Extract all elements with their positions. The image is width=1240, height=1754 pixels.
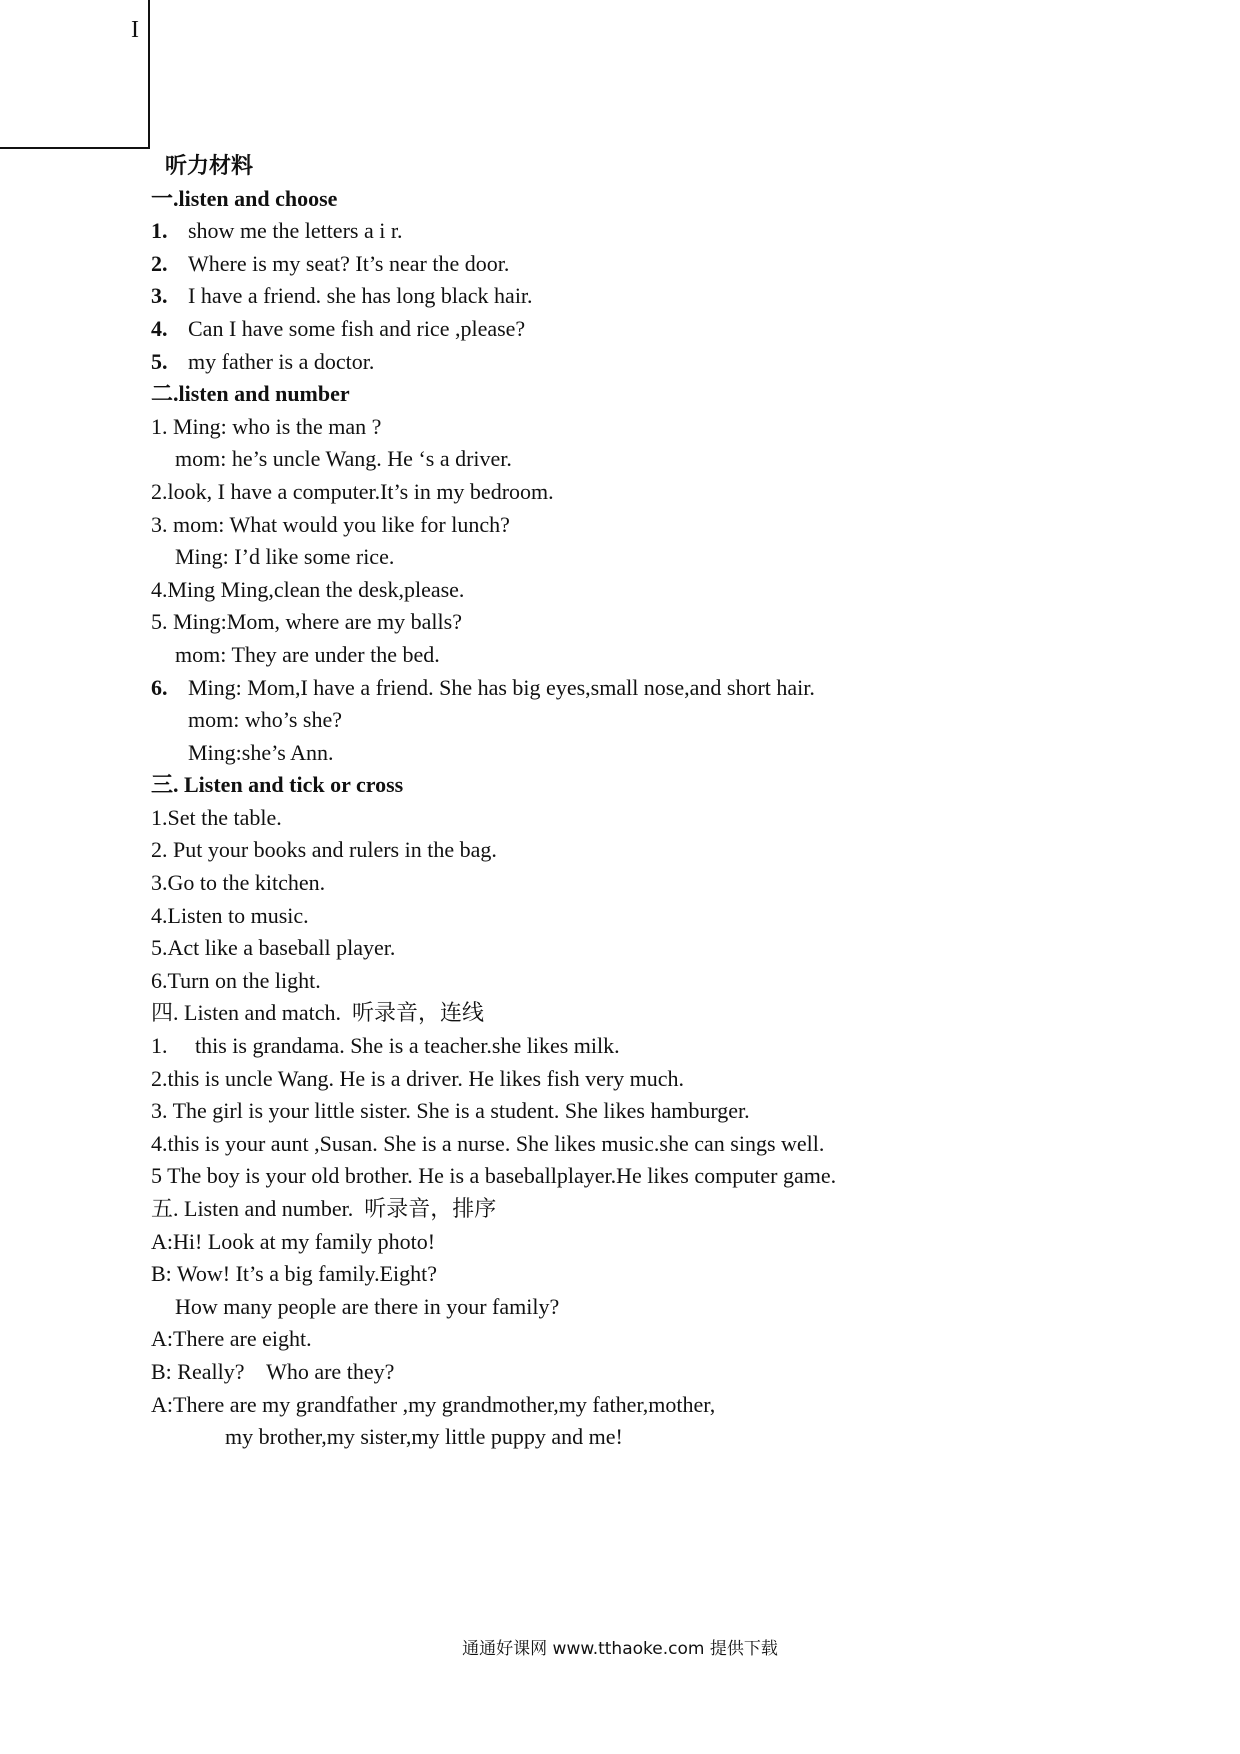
item-number: 4.: [151, 315, 168, 341]
list-item: [151, 346, 1151, 379]
dialogue-line: my brother,my sister,my little puppy and me!: [225, 1424, 623, 1450]
item-number: 3.: [151, 283, 168, 309]
item-number: 5.: [151, 348, 168, 374]
section-heading: 三. Listen and tick or cross: [151, 772, 404, 798]
section-heading: 四. Listen and match. 听录音，连线: [151, 1000, 485, 1026]
section-heading: 二.listen and number: [151, 381, 350, 407]
list-item: 5. Ming:Mom, where are my balls?: [151, 609, 462, 635]
list-item: 4.Listen to music.: [151, 902, 309, 928]
item-number: 2.: [151, 250, 168, 276]
item-text: my father is a doctor.: [188, 348, 375, 374]
corner-box: [0, 0, 150, 149]
section-heading: 一.listen and choose: [151, 185, 338, 211]
list-item: 4.this is your aunt ,Susan. She is a nurse. She likes music.she can sings well.: [151, 1130, 825, 1156]
item-text: I have a friend. she has long black hair.: [188, 283, 533, 309]
list-item: 2.look, I have a computer.It’s in my bedroom.: [151, 478, 554, 504]
list-item: [151, 248, 1151, 281]
item-text: Ming: Mom,I have a friend. She has big eyes,small nose,and short hair.: [188, 674, 815, 700]
list-item: 1.Set the table.: [151, 804, 282, 830]
list-item: [151, 313, 1151, 346]
list-item: 3. The girl is your little sister. She is a student. She likes hamburger.: [151, 1098, 750, 1124]
list-item: [151, 280, 1151, 313]
corner-mark: I: [131, 17, 139, 43]
dialogue-line: How many people are there in your family?: [175, 1293, 560, 1319]
list-item: mom: They are under the bed.: [175, 641, 440, 667]
dialogue-line: A:There are my grandfather ,my grandmother,my father,mother,: [151, 1391, 716, 1417]
list-item: 3.Go to the kitchen.: [151, 870, 326, 896]
dialogue-line: B: Wow! It’s a big family.Eight?: [151, 1261, 438, 1287]
list-item: mom: he’s uncle Wang. He ‘s a driver.: [175, 446, 512, 472]
item-text: Where is my seat? It’s near the door.: [188, 250, 510, 276]
dialogue-line: B: Really? Who are they?: [151, 1358, 395, 1384]
list-item: 5 The boy is your old brother. He is a baseballplayer.He likes computer game.: [151, 1163, 837, 1189]
list-item: 3. mom: What would you like for lunch?: [151, 511, 510, 537]
list-item: 1. Ming: who is the man ?: [151, 413, 382, 439]
list-item: Ming:she’s Ann.: [188, 739, 334, 765]
list-item: 2.this is uncle Wang. He is a driver. He likes fish very much.: [151, 1065, 685, 1091]
list-item: 2. Put your books and rulers in the bag.: [151, 837, 497, 863]
list-item: 4.Ming Ming,clean the desk,please.: [151, 576, 465, 602]
page-footer: 通通好课网 www.tthaoke.com 提供下载: [462, 1639, 778, 1659]
item-text: Can I have some fish and rice ,please?: [188, 315, 526, 341]
list-item: 5.Act like a baseball player.: [151, 935, 396, 961]
document-body: [151, 150, 1151, 1454]
item-text: show me the letters a i r.: [188, 218, 403, 244]
list-item: 6.Turn on the light.: [151, 967, 321, 993]
page-title: 听力材料: [165, 153, 254, 178]
item-number: 6.: [151, 674, 168, 700]
list-item: [151, 215, 1151, 248]
dialogue-line: A:There are eight.: [151, 1326, 312, 1352]
item-number: 1.: [151, 218, 168, 244]
list-item: Ming: I’d like some rice.: [175, 544, 395, 570]
list-item: [151, 672, 1151, 705]
list-item: 1. this is grandama. She is a teacher.she likes milk.: [151, 1033, 620, 1059]
list-item: mom: who’s she?: [188, 707, 342, 733]
section-heading: 五. Listen and number. 听录音，排序: [151, 1196, 497, 1221]
dialogue-line: A:Hi! Look at my family photo!: [151, 1228, 436, 1254]
